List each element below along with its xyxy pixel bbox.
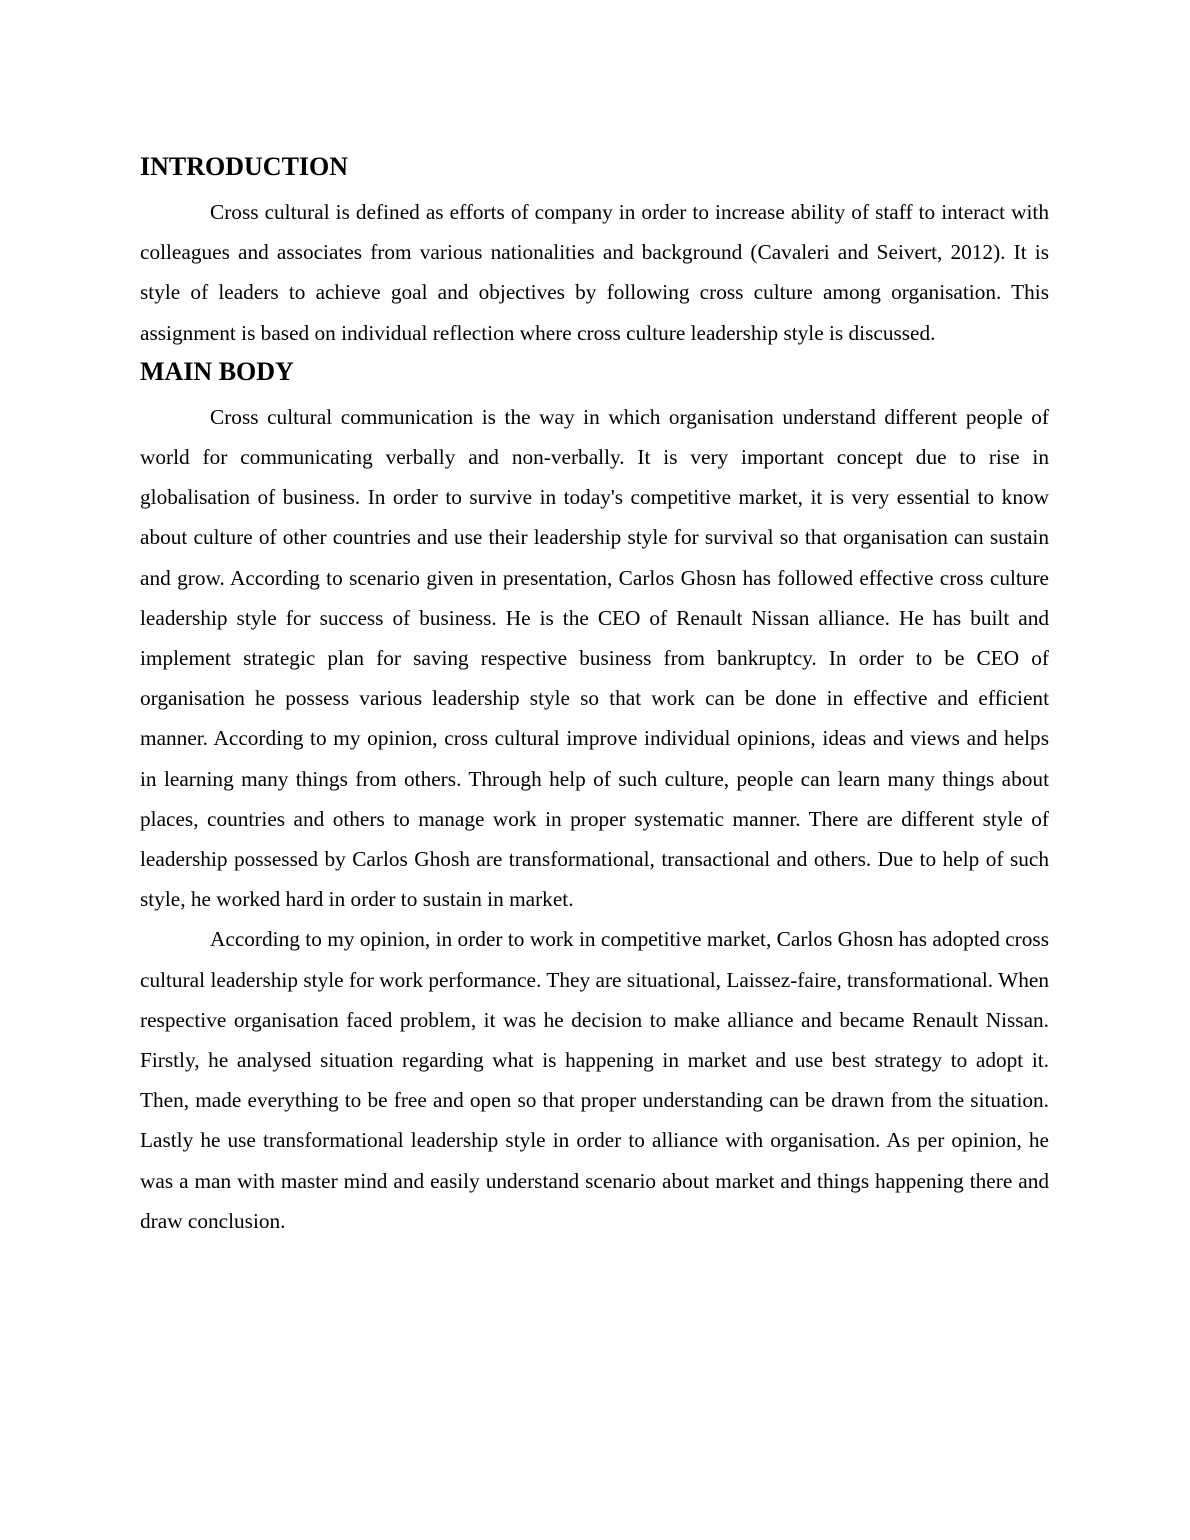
main-body-paragraph-2: According to my opinion, in order to work in competitive market, Carlos Ghosn has adopted cross cultural leadership style for work performance. They are situational, Laissez-faire, transformational. When respective organisation faced problem, it was he decision to make alliance and became Renault Nissan. Firstly, he analysed situation regarding what is happening in market and use best strategy to adopt it. Then, made everything to be free and open so that proper understanding can be drawn from the situation. Lastly he use transformational leadership style in order to alliance with organisation. As per opinion, he was a man with master mind and easily understand scenario about market and things happening there and draw conclusion. [140, 927, 1049, 1233]
main-body-heading: MAIN BODY [140, 356, 294, 386]
introduction-paragraph: Cross cultural is defined as efforts of company in order to increase ability of staff to interact with colleagues and associates from various nationalities and background (Cavaleri and Seivert, 2012). It is style of leaders to achieve goal and objectives by following cross culture among organisation. This assignment is based on individual reflection where cross culture leadership style is discussed. [140, 200, 1049, 345]
document-page [140, 148, 1049, 1241]
introduction-heading: INTRODUCTION [140, 152, 349, 181]
main-body-paragraph-1: Cross cultural communication is the way in which organisation understand different people of world for communicating verbally and non-verbally. It is very important concept due to rise in globalisation of business. In order to survive in today's competitive market, it is very essential to know about culture of other countries and use their leadership style for survival so that organisation can sustain and grow. According to scenario given in presentation, Carlos Ghosn has followed effective cross culture leadership style for success of business. He is the CEO of Renault Nissan alliance. He has built and implement strategic plan for saving respective business from bankruptcy. In order to be CEO of organisation he possess various leadership style so that work can be done in effective and efficient manner. According to my opinion, cross cultural improve individual opinions, ideas and views and helps in learning many things from others. Through help of such culture, people can learn many things about places, countries and others to manage work in proper systematic manner. There are different style of leadership possessed by Carlos Ghosh are transformational, transactional and others. Due to help of such style, he worked hard in order to sustain in market. [140, 404, 1049, 912]
